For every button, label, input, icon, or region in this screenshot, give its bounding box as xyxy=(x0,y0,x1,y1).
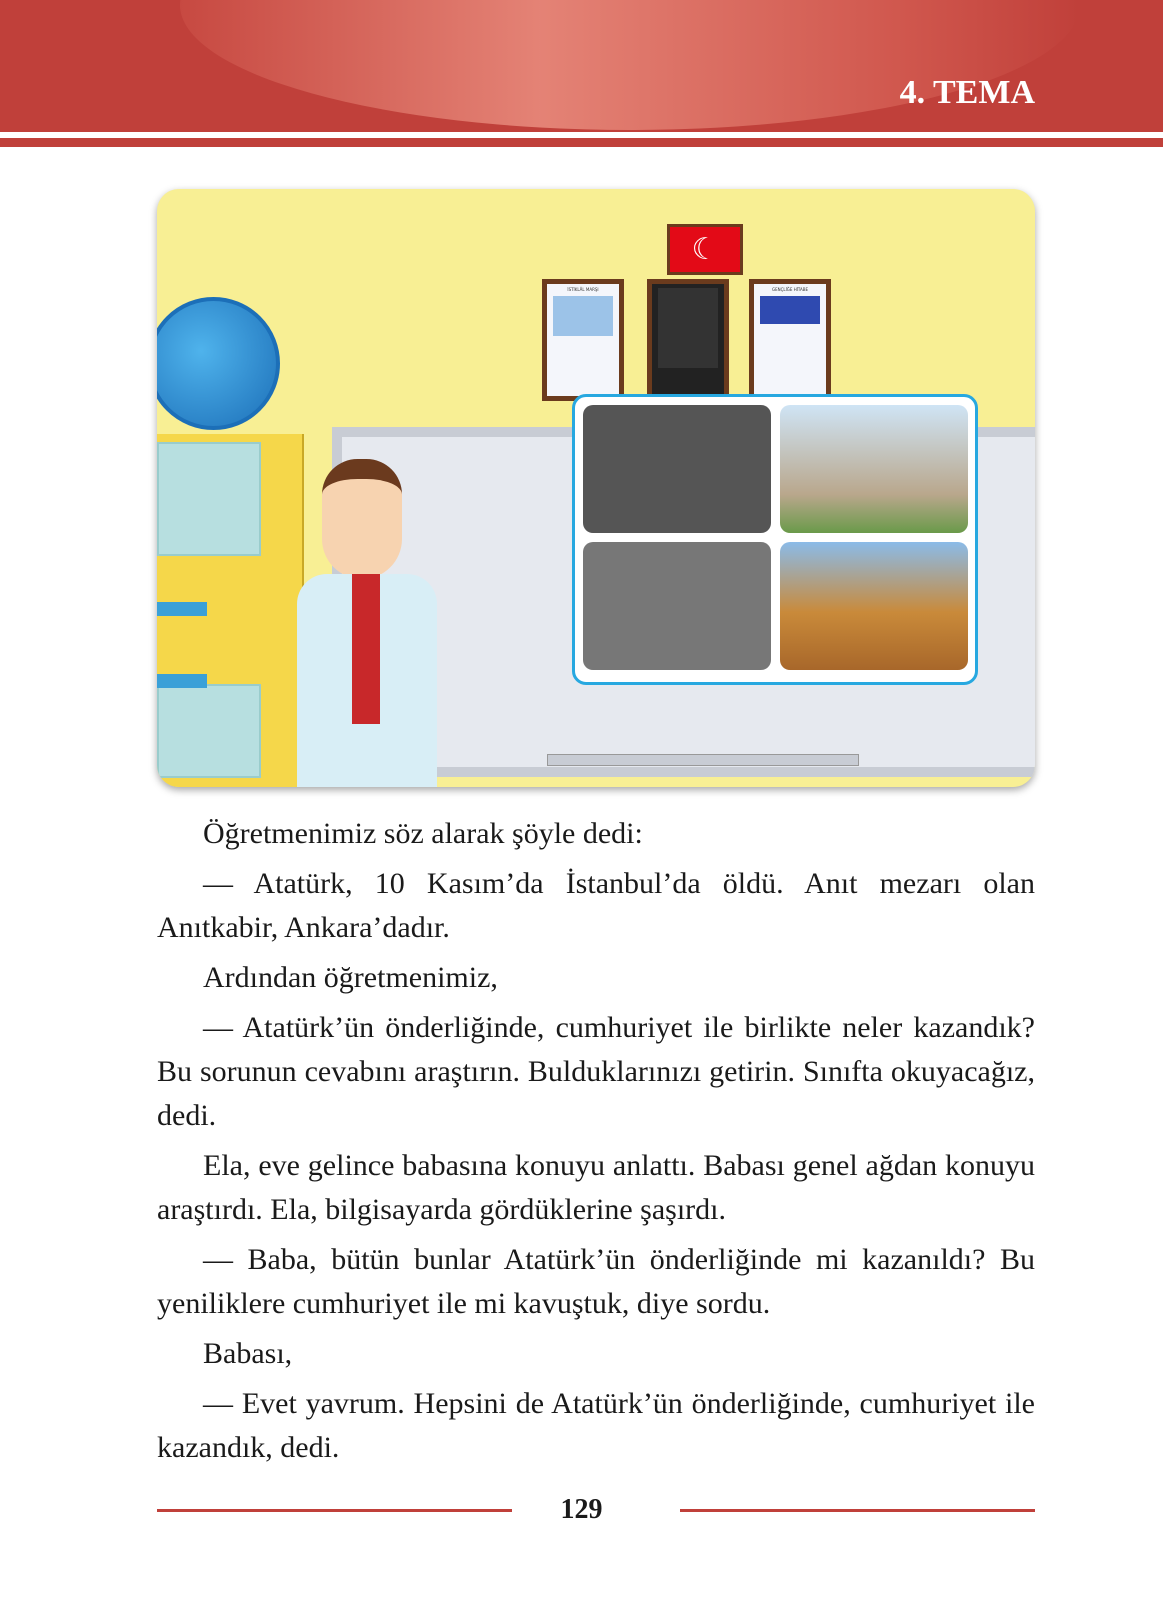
story-text xyxy=(157,812,1035,1476)
photo-anitkabir xyxy=(780,542,968,670)
paragraph: Babası, xyxy=(203,1337,293,1370)
whiteboard-tray xyxy=(547,754,859,766)
frame-istiklal-marsi xyxy=(542,279,624,401)
paragraph: — Atatürk, 10 Kasım’da İstanbul’da öldü. Anıt mezarı olan Anıtkabir, Ankara’dadır. xyxy=(157,867,1035,944)
header-divider xyxy=(0,138,1163,147)
footer-line-right xyxy=(680,1509,1035,1512)
paragraph: — Atatürk’ün önderliğinde, cumhuriyet ile birlikte neler kazandık? Bu sorunun cevabını araştırın. Bulduklarınızı getirin. Sınıfta okuyacağız, dedi. xyxy=(157,1011,1035,1132)
paragraph: — Evet yavrum. Hepsini de Atatürk’ün önderliğinde, cumhuriyet ile kazandık, dedi. xyxy=(157,1387,1035,1464)
bookshelf xyxy=(157,434,304,787)
frame-label: GENÇLİĞE HİTABE xyxy=(771,287,809,292)
theme-title: 4. TEMA xyxy=(899,74,1035,111)
frame-genclige-hitabe xyxy=(749,279,831,401)
photo-dolmabahce-palace xyxy=(780,405,968,533)
paragraph: Ela, eve gelince babasına konuyu anlattı. Babası genel ağdan konuyu araştırdı. Ela, bilgisayarda gördüklerine şaşırdı. xyxy=(157,1149,1035,1226)
classroom-illustration xyxy=(157,189,1035,787)
frame-label: İSTİKLÂL MARŞI xyxy=(567,287,599,292)
photo-funeral-procession xyxy=(583,405,771,533)
page-number: 129 xyxy=(560,1494,603,1525)
paragraph: Ardından öğretmenimiz, xyxy=(203,961,498,994)
frame-portrait xyxy=(647,279,729,401)
teacher-character xyxy=(297,459,547,787)
turkish-flag: ☾ xyxy=(667,224,743,275)
paragraph: Öğretmenimiz söz alarak şöyle dedi: xyxy=(203,817,643,850)
page-header xyxy=(0,0,1163,132)
paragraph: — Baba, bütün bunlar Atatürk’ün önderliğinde mi kazanıldı? Bu yeniliklere cumhuriyet ile mi kavuştuk, diye sordu. xyxy=(157,1243,1035,1320)
globe xyxy=(157,297,280,430)
photo-collage xyxy=(572,394,978,685)
photo-gun-carriage xyxy=(583,542,771,670)
